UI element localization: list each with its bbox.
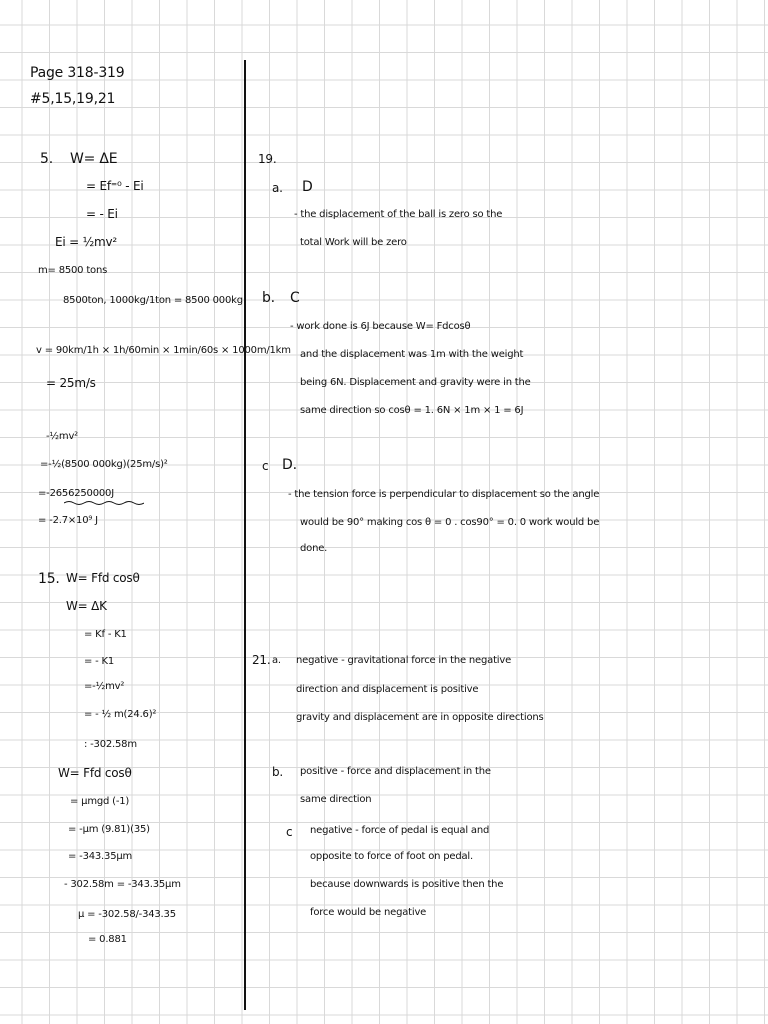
answer-choice: D [302,179,313,195]
work-line: = Kf - K1 [84,629,127,640]
work-line: =-½(8500 000kg)(25m/s)² [40,459,168,470]
part-label: b. [272,765,284,779]
work-line: μ = -302.58/-343.35 [78,909,176,920]
explanation-line: would be 90° making cos θ = 0 . cos90° = 0. 0 work would be [300,517,600,528]
work-line: = - Ei [86,207,118,221]
work-line: W= Ffd cosθ [58,766,132,780]
problem-list: #5,15,19,21 [30,91,116,107]
explanation-line: direction and displacement is positive [296,684,479,695]
work-line: - 302.58m = -343.35μm [64,879,181,890]
work-line: W= ΔE [70,151,118,167]
work-line: v = 90km/1h × 1h/60min × 1min/60s × 1000m/1km [36,345,291,356]
work-line: Ei = ½mv² [55,235,118,249]
work-line: = -343.35μm [68,851,133,862]
work-line: W= Ffd cosθ [66,571,140,585]
part-label: a. [272,655,281,666]
work-line: = Ef⁼⁰ - Ei [86,179,144,193]
explanation-line: force would be negative [310,907,427,918]
problem-number: 5. [40,151,53,167]
explanation-line: gravity and displacement are in opposite directions [296,712,544,723]
part-label: c [286,825,293,839]
work-line: -½mv² [46,431,78,442]
explanation-line: done. [300,543,328,554]
explanation-line: being 6N. Displacement and gravity were in the [300,377,531,388]
underline-squiggle [64,500,144,506]
problem-number: 15. [38,571,60,587]
work-line: = μmgd (-1) [70,796,130,807]
problem-number: 19. [258,152,277,166]
explanation-line: - the displacement of the ball is zero so the [294,209,503,220]
work-line: 8500ton, 1000kg/1ton = 8500 000kg [63,295,243,306]
explanation-line: same direction so cosθ = 1. 6N × 1m × 1 = 6J [300,405,524,416]
answer-choice: D. [282,457,297,473]
explanation-line: - work done is 6J because W= Fdcosθ [290,321,471,332]
explanation-line: - the tension force is perpendicular to displacement so the angle [288,489,600,500]
work-line: W= ΔK [66,599,107,613]
part-label: a. [272,181,283,195]
work-line: = - K1 [84,656,115,667]
work-line: = 0.881 [88,934,127,945]
explanation-line: negative - force of pedal is equal and [310,825,490,836]
explanation-line: negative - gravitational force in the negative [296,655,512,666]
work-line: m= 8500 tons [38,265,108,276]
work-line: =-2656250000J [38,488,114,499]
part-label: b. [262,290,275,306]
explanation-line: opposite to force of foot on pedal. [310,851,473,862]
work-line: : -302.58m [84,739,137,750]
part-label: c [262,459,269,473]
explanation-line: total Work will be zero [300,237,407,248]
problem-number: 21. [252,653,271,667]
work-line: = -μm (9.81)(35) [68,824,150,835]
answer-choice: C [290,290,300,306]
work-line: = -2.7×10⁹ J [38,515,98,526]
work-line: = 25m/s [46,376,96,390]
page-reference: Page 318-319 [30,65,125,81]
explanation-line: because downwards is positive then the [310,879,504,890]
explanation-line: same direction [300,794,372,805]
explanation-line: and the displacement was 1m with the weight [300,349,524,360]
column-divider [244,60,246,1010]
work-line: =-½mv² [84,681,125,692]
explanation-line: positive - force and displacement in the [300,766,491,777]
work-line: = - ½ m(24.6)² [84,709,157,720]
